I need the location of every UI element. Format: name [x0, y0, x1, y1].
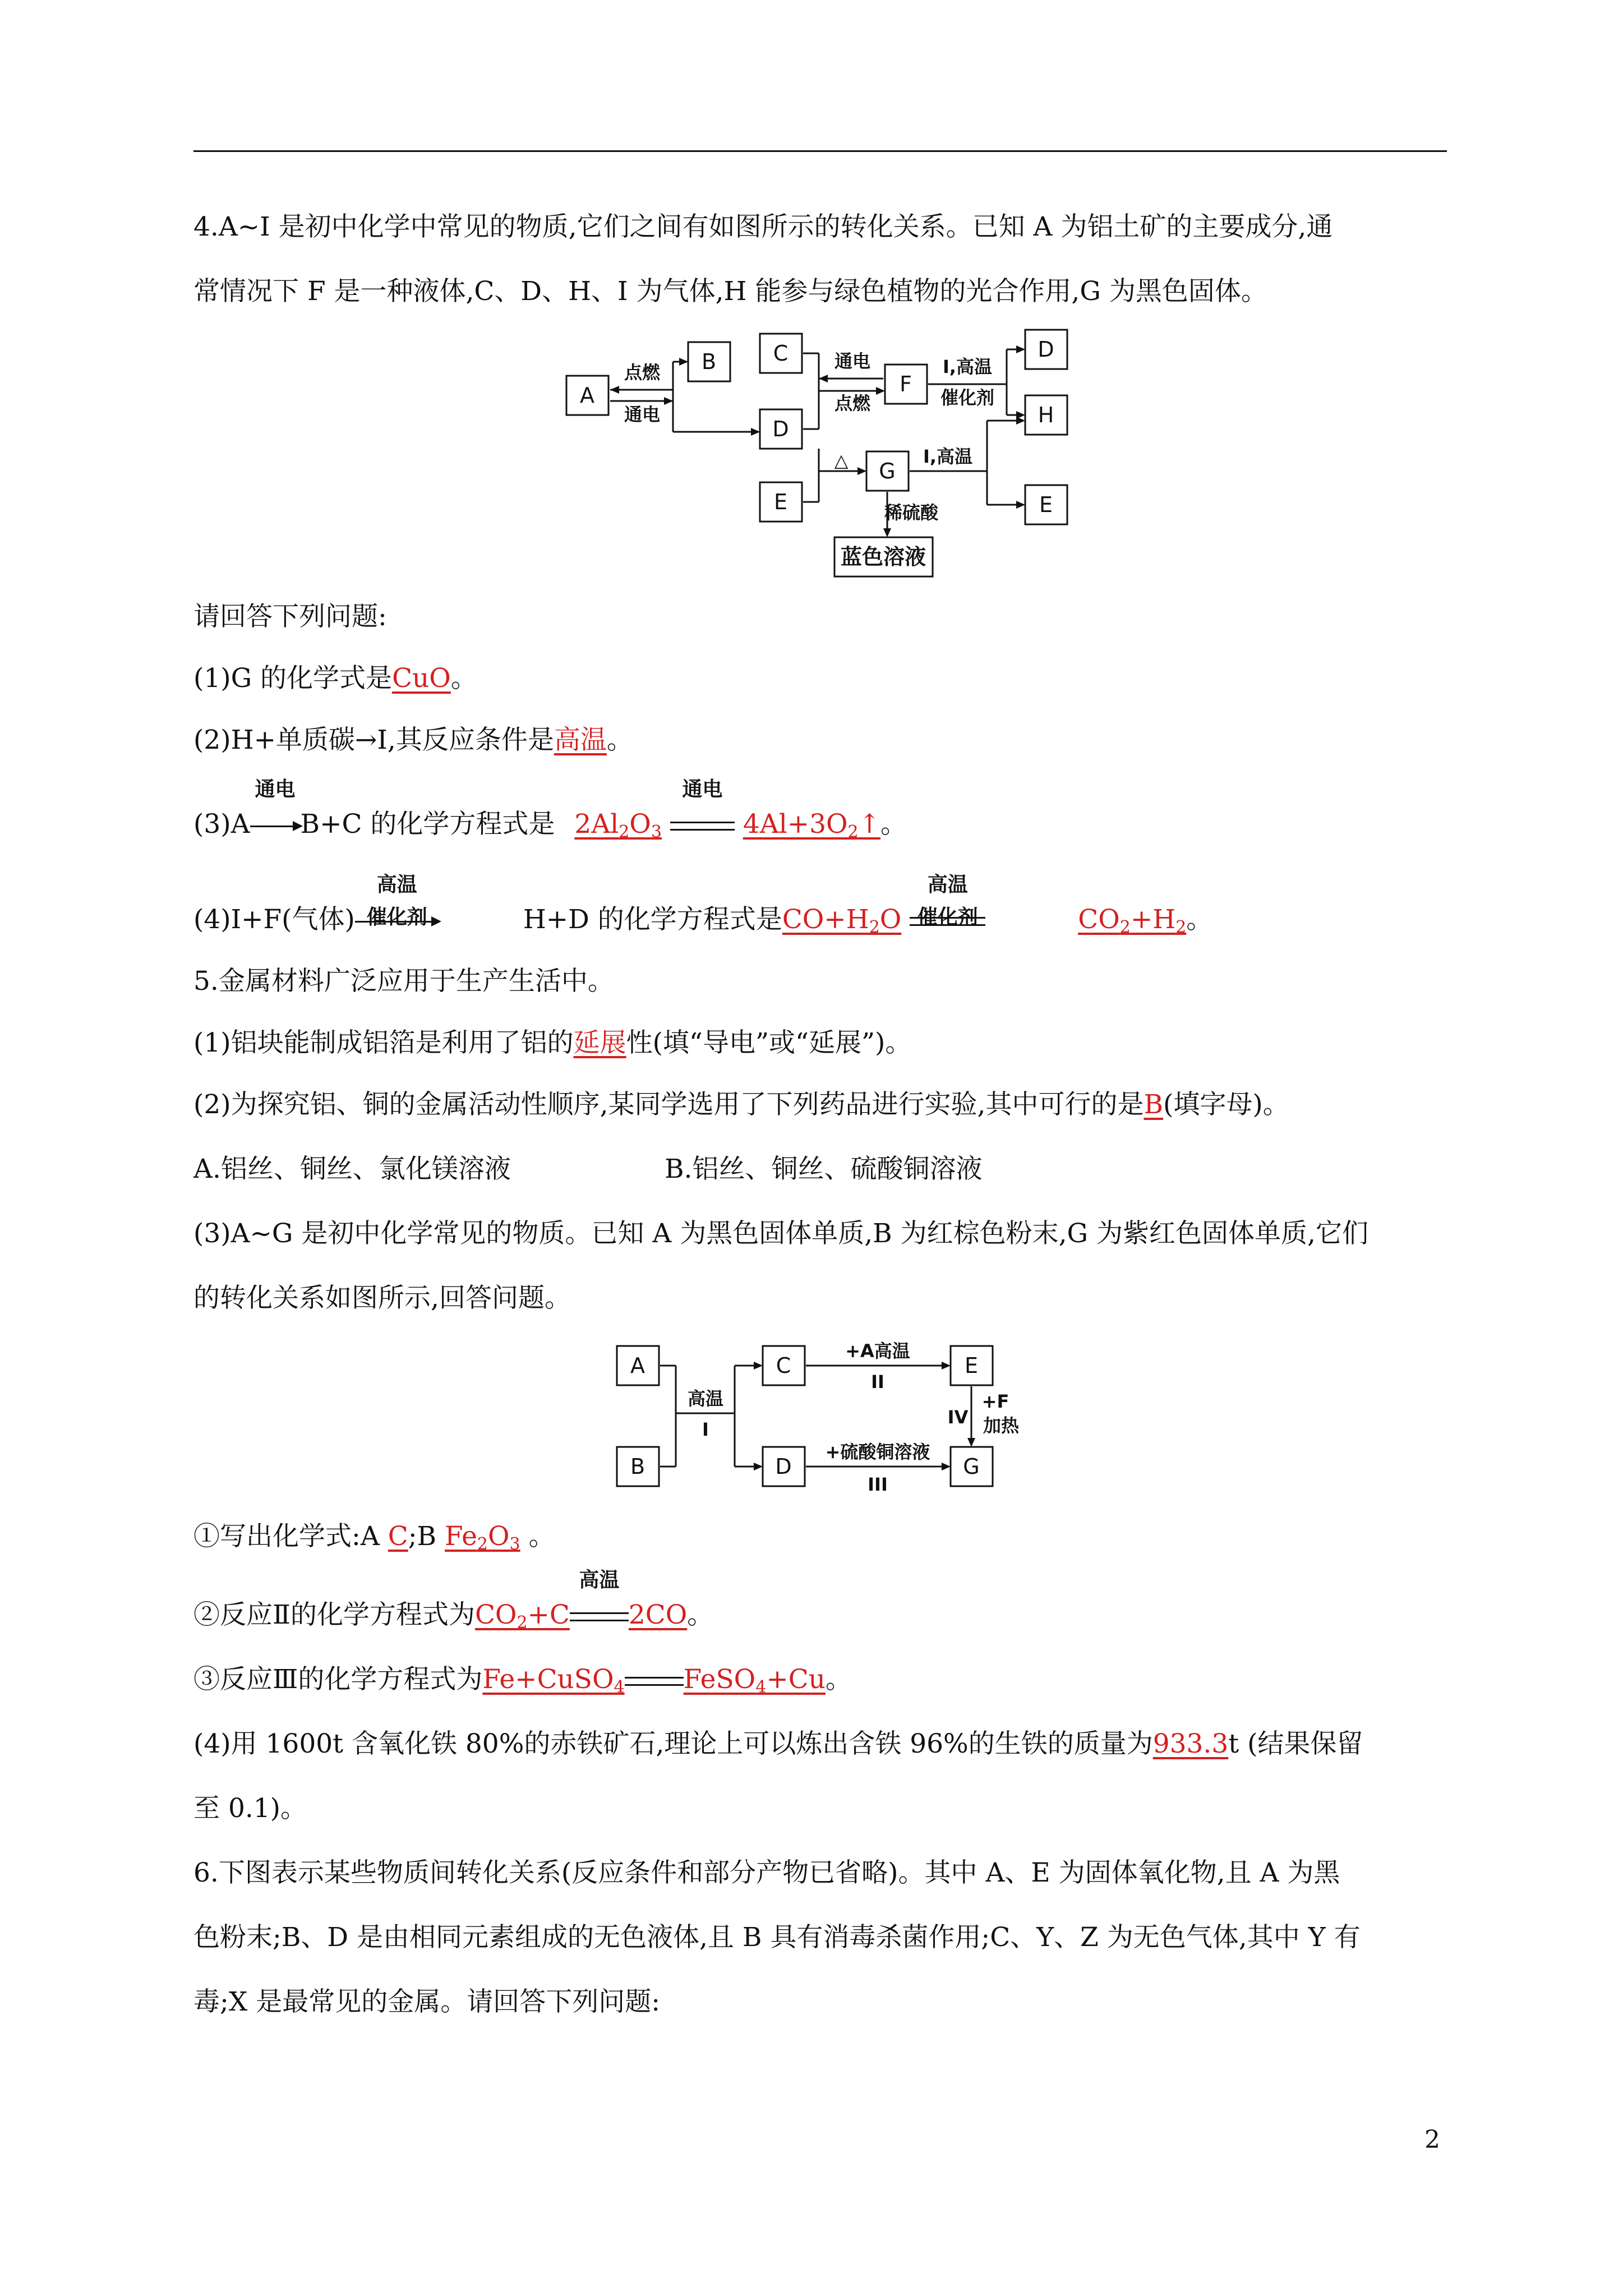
- svg-text:I: I: [702, 1419, 709, 1440]
- q5-part3-line1: (3)A~G 是初中化学常见的物质。已知 A 为黑色固体单质,B 为红棕色粉末,G 为紫红色固体单质,它们: [193, 1218, 1368, 1249]
- svg-text:E: E: [964, 1353, 979, 1378]
- svg-text:F: F: [900, 372, 912, 397]
- svg-text:催化剂: 催化剂: [940, 387, 995, 408]
- svg-text:E: E: [1039, 492, 1053, 517]
- svg-text:E: E: [773, 490, 788, 514]
- q4-prompt: 请回答下列问题:: [193, 601, 387, 632]
- q4-part2: (2)H+单质碳→I,其反应条件是高温。: [193, 725, 633, 755]
- svg-text:蓝色溶液: 蓝色溶液: [840, 545, 926, 569]
- svg-text:高温: 高温: [687, 1388, 724, 1409]
- answer-eq3: $2Al_2O_3$: [574, 809, 662, 842]
- q5-sub3: ③反应Ⅲ的化学方程式为Fe+CuSO$_4$ FeSO$_4$+Cu。: [193, 1664, 852, 1697]
- svg-text:B: B: [630, 1454, 645, 1479]
- svg-text:+硫酸铜溶液: +硫酸铜溶液: [825, 1441, 930, 1463]
- svg-text:通电: 通电: [834, 351, 871, 372]
- q4-part3: (3)A 通电 B+C 的化学方程式是 $2Al_2O_3$ 通电 $4Al+3O_2↑$。: [193, 778, 907, 842]
- svg-text:加热: 加热: [983, 1415, 1020, 1436]
- svg-text:G: G: [963, 1454, 980, 1479]
- q5-part1: (1)铝块能制成铝箔是利用了铝的延展性(填“导电”或“延展”)。: [193, 1027, 912, 1058]
- answer-eq4: $CO+H_2O$: [782, 904, 902, 937]
- svg-text:D: D: [1038, 337, 1054, 362]
- q6-line1: 6.下图表示某些物质间转化关系(反应条件和部分产物已省略)。其中 A、E 为固体氧化物,且 A 为黑: [193, 1857, 1340, 1888]
- answer-high-temp: 高温: [554, 725, 607, 755]
- q6-line2: 色粉末;B、D 是由相同元素组成的无色液体,且 B 具有消毒杀菌作用;C、Y、Z 为无色气体,其中 Y 有: [193, 1922, 1361, 1953]
- q5-part3-line2: 的转化关系如图所示,回答问题。: [193, 1283, 571, 1313]
- q5-part2: (2)为探究铝、铜的金属活动性顺序,某同学选用了下列药品进行实验,其中可行的是B(填字母)。: [193, 1089, 1289, 1120]
- page-number: 2: [1424, 2126, 1440, 2154]
- q5-title: 5.金属材料广泛应用于生产生活中。: [193, 966, 614, 997]
- svg-text:点燃: 点燃: [624, 362, 661, 383]
- svg-text:通电: 通电: [624, 404, 661, 425]
- q5-part4-line1: (4)用 1600t 含氧化铁 80%的赤铁矿石,理论上可以炼出含铁 96%的生铁的质量为933.3t (结果保留: [193, 1728, 1363, 1759]
- svg-text:稀硫酸: 稀硫酸: [884, 502, 939, 523]
- svg-text:A: A: [630, 1353, 645, 1378]
- q5-sub2: ②反应Ⅱ的化学方程式为$CO_2+C$ 高温 2CO。: [193, 1569, 714, 1633]
- q4-part4: (4)I+F(气体) 高温 催化剂 H+D 的化学方程式是$CO+H_2O$ 高温 催化剂 $CO_2+H_2$。: [193, 873, 1213, 937]
- svg-text:点燃: 点燃: [834, 393, 871, 414]
- svg-text:C: C: [776, 1353, 791, 1378]
- answer-cuo: CuO: [392, 663, 451, 694]
- q4-diagram: [0, 0, 1623, 606]
- svg-text:B: B: [701, 349, 717, 374]
- q4-stem-line2: 常情况下 F 是一种液体,C、D、H、I 为气体,H 能参与绿色植物的光合作用,G 为黑色固体。: [193, 276, 1267, 307]
- svg-text:D: D: [775, 1454, 792, 1479]
- svg-text:+A高温: +A高温: [845, 1340, 910, 1362]
- svg-text:III: III: [868, 1474, 888, 1495]
- svg-text:C: C: [773, 341, 789, 366]
- svg-text:IV: IV: [947, 1407, 969, 1428]
- svg-text:+F: +F: [981, 1391, 1009, 1412]
- q6-line3: 毒;X 是最常见的金属。请回答下列问题:: [193, 1986, 661, 2017]
- svg-text:G: G: [879, 459, 896, 483]
- q5-option-a: A.铝丝、铜丝、氯化镁溶液: [193, 1154, 511, 1184]
- svg-text:I,高温: I,高温: [923, 446, 973, 467]
- svg-text:II: II: [871, 1371, 884, 1393]
- q5-part4-line2: 至 0.1)。: [193, 1793, 307, 1824]
- svg-text:D: D: [772, 417, 789, 441]
- q5-option-b: B.铝丝、铜丝、硫酸铜溶液: [665, 1154, 983, 1184]
- svg-text:I,高温: I,高温: [942, 356, 993, 377]
- svg-text:A: A: [580, 383, 594, 408]
- q5-diagram: [0, 1335, 1623, 1514]
- q4-part1: (1)G 的化学式是CuO。: [193, 663, 477, 694]
- q5-sub1: ①写出化学式:A C;B $Fe_2O_3$ 。: [193, 1521, 555, 1554]
- svg-text:△: △: [834, 450, 849, 471]
- q4-stem-line1: 4.A~I 是初中化学中常见的物质,它们之间有如图所示的转化关系。已知 A 为铝土矿的主要成分,通: [193, 211, 1333, 242]
- svg-text:H: H: [1038, 403, 1054, 427]
